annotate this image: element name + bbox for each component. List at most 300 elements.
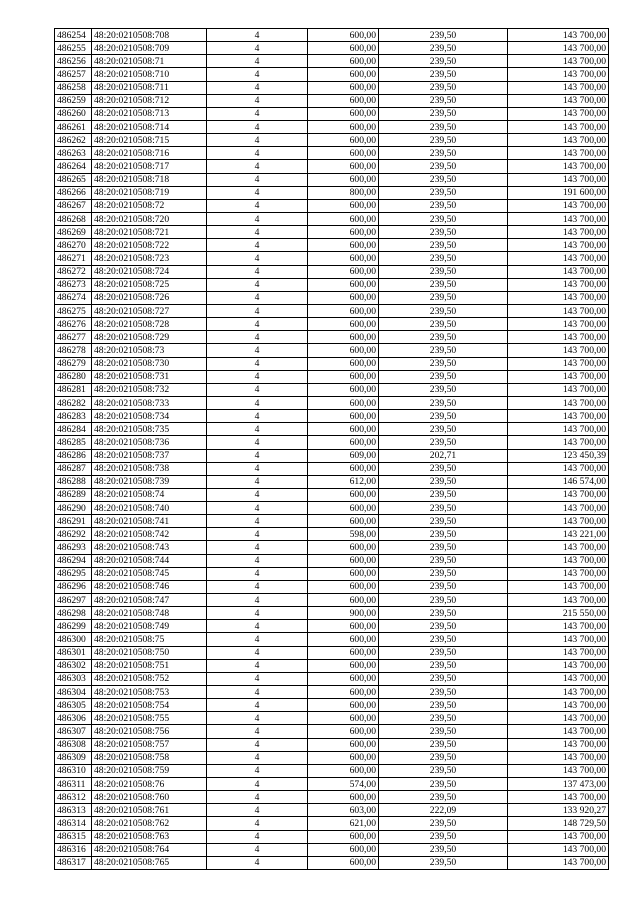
row-number-cell: 486295 [55, 567, 92, 580]
area-value-cell: 600,00 [308, 173, 379, 186]
cadastral-number-cell: 48:20:0210508:712 [92, 94, 207, 107]
specific-value-cell: 239,50 [379, 383, 508, 396]
table-row [55, 659, 609, 672]
area-value-cell: 600,00 [308, 764, 379, 777]
table-row [55, 160, 609, 173]
cadastral-number-cell: 48:20:0210508:76 [92, 778, 207, 791]
cadastral-number-cell: 48:20:0210508:725 [92, 278, 207, 291]
category-code-cell: 4 [207, 81, 308, 94]
cadastral-number-cell: 48:20:0210508:739 [92, 475, 207, 488]
category-code-cell: 4 [207, 134, 308, 147]
category-code-cell: 4 [207, 515, 308, 528]
category-code-cell: 4 [207, 580, 308, 593]
row-number-cell: 486289 [55, 488, 92, 501]
table-row [55, 344, 609, 357]
specific-value-cell: 239,50 [379, 331, 508, 344]
area-value-cell: 600,00 [308, 68, 379, 81]
row-number-cell: 486260 [55, 107, 92, 120]
table-row [55, 29, 609, 42]
cadastral-value-cell: 143 700,00 [508, 686, 609, 699]
specific-value-cell: 239,50 [379, 633, 508, 646]
row-number-cell: 486299 [55, 620, 92, 633]
cadastral-number-cell: 48:20:0210508:757 [92, 738, 207, 751]
row-number-cell: 486283 [55, 410, 92, 423]
area-value-cell: 600,00 [308, 646, 379, 659]
cadastral-number-cell: 48:20:0210508:734 [92, 410, 207, 423]
specific-value-cell: 239,50 [379, 659, 508, 672]
area-value-cell: 600,00 [308, 541, 379, 554]
cadastral-value-cell: 143 700,00 [508, 646, 609, 659]
area-value-cell: 600,00 [308, 370, 379, 383]
cadastral-value-cell: 143 700,00 [508, 134, 609, 147]
row-number-cell: 486263 [55, 147, 92, 160]
row-number-cell: 486256 [55, 55, 92, 68]
table-row [55, 778, 609, 791]
row-number-cell: 486258 [55, 81, 92, 94]
specific-value-cell: 239,50 [379, 699, 508, 712]
category-code-cell: 4 [207, 502, 308, 515]
area-value-cell: 612,00 [308, 475, 379, 488]
specific-value-cell: 239,50 [379, 120, 508, 133]
area-value-cell: 600,00 [308, 554, 379, 567]
category-code-cell: 4 [207, 541, 308, 554]
table-row [55, 265, 609, 278]
table-row [55, 856, 609, 869]
category-code-cell: 4 [207, 436, 308, 449]
area-value-cell: 600,00 [308, 29, 379, 42]
specific-value-cell: 239,50 [379, 856, 508, 869]
cadastral-number-cell: 48:20:0210508:753 [92, 686, 207, 699]
cadastral-number-cell: 48:20:0210508:747 [92, 594, 207, 607]
category-code-cell: 4 [207, 554, 308, 567]
category-code-cell: 4 [207, 423, 308, 436]
area-value-cell: 600,00 [308, 410, 379, 423]
cadastral-value-cell: 143 700,00 [508, 396, 609, 409]
table-row [55, 134, 609, 147]
cadastral-number-cell: 48:20:0210508:714 [92, 120, 207, 133]
table-row [55, 147, 609, 160]
cadastral-value-cell: 143 700,00 [508, 620, 609, 633]
table-row [55, 764, 609, 777]
cadastral-value-cell: 143 700,00 [508, 226, 609, 239]
cadastral-value-cell: 143 700,00 [508, 515, 609, 528]
category-code-cell: 4 [207, 29, 308, 42]
category-code-cell: 4 [207, 488, 308, 501]
area-value-cell: 603,00 [308, 804, 379, 817]
specific-value-cell: 202,71 [379, 449, 508, 462]
table-row [55, 68, 609, 81]
specific-value-cell: 239,50 [379, 278, 508, 291]
row-number-cell: 486265 [55, 173, 92, 186]
area-value-cell: 600,00 [308, 567, 379, 580]
area-value-cell: 600,00 [308, 147, 379, 160]
cadastral-number-cell: 48:20:0210508:763 [92, 830, 207, 843]
cadastral-number-cell: 48:20:0210508:710 [92, 68, 207, 81]
category-code-cell: 4 [207, 778, 308, 791]
table-row [55, 396, 609, 409]
category-code-cell: 4 [207, 304, 308, 317]
specific-value-cell: 239,50 [379, 357, 508, 370]
cadastral-number-cell: 48:20:0210508:74 [92, 488, 207, 501]
category-code-cell: 4 [207, 686, 308, 699]
table-row [55, 436, 609, 449]
area-value-cell: 600,00 [308, 318, 379, 331]
cadastral-number-cell: 48:20:0210508:760 [92, 791, 207, 804]
area-value-cell: 600,00 [308, 699, 379, 712]
specific-value-cell: 239,50 [379, 672, 508, 685]
table-row [55, 55, 609, 68]
table-row [55, 107, 609, 120]
area-value-cell: 800,00 [308, 186, 379, 199]
category-code-cell: 4 [207, 738, 308, 751]
area-value-cell: 600,00 [308, 738, 379, 751]
cadastral-value-cell: 143 700,00 [508, 68, 609, 81]
row-number-cell: 486291 [55, 515, 92, 528]
area-value-cell: 600,00 [308, 502, 379, 515]
area-value-cell: 600,00 [308, 594, 379, 607]
row-number-cell: 486269 [55, 226, 92, 239]
specific-value-cell: 239,50 [379, 252, 508, 265]
category-code-cell: 4 [207, 633, 308, 646]
cadastral-value-cell: 143 700,00 [508, 699, 609, 712]
specific-value-cell: 239,50 [379, 81, 508, 94]
row-number-cell: 486292 [55, 528, 92, 541]
cadastral-number-cell: 48:20:0210508:736 [92, 436, 207, 449]
cadastral-number-cell: 48:20:0210508:748 [92, 607, 207, 620]
cadastral-number-cell: 48:20:0210508:756 [92, 725, 207, 738]
category-code-cell: 4 [207, 291, 308, 304]
cadastral-value-cell: 143 700,00 [508, 436, 609, 449]
cadastral-value-cell: 143 700,00 [508, 212, 609, 225]
specific-value-cell: 239,50 [379, 817, 508, 830]
category-code-cell: 4 [207, 239, 308, 252]
row-number-cell: 486308 [55, 738, 92, 751]
row-number-cell: 486294 [55, 554, 92, 567]
row-number-cell: 486314 [55, 817, 92, 830]
table-row [55, 686, 609, 699]
cadastral-number-cell: 48:20:0210508:711 [92, 81, 207, 94]
category-code-cell: 4 [207, 712, 308, 725]
cadastral-value-cell: 143 700,00 [508, 567, 609, 580]
area-value-cell: 600,00 [308, 659, 379, 672]
table-row [55, 633, 609, 646]
area-value-cell: 600,00 [308, 462, 379, 475]
row-number-cell: 486287 [55, 462, 92, 475]
cadastral-value-cell: 143 700,00 [508, 712, 609, 725]
specific-value-cell: 239,50 [379, 541, 508, 554]
cadastral-value-cell: 143 700,00 [508, 107, 609, 120]
row-number-cell: 486284 [55, 423, 92, 436]
cadastral-value-cell: 143 700,00 [508, 672, 609, 685]
category-code-cell: 4 [207, 751, 308, 764]
specific-value-cell: 239,50 [379, 462, 508, 475]
cadastral-number-cell: 48:20:0210508:730 [92, 357, 207, 370]
cadastral-value-cell: 143 700,00 [508, 764, 609, 777]
category-code-cell: 4 [207, 370, 308, 383]
specific-value-cell: 239,50 [379, 686, 508, 699]
category-code-cell: 4 [207, 331, 308, 344]
area-value-cell: 600,00 [308, 580, 379, 593]
cadastral-number-cell: 48:20:0210508:738 [92, 462, 207, 475]
specific-value-cell: 239,50 [379, 580, 508, 593]
category-code-cell: 4 [207, 672, 308, 685]
cadastral-value-cell: 143 700,00 [508, 554, 609, 567]
specific-value-cell: 239,50 [379, 212, 508, 225]
specific-value-cell: 239,50 [379, 778, 508, 791]
row-number-cell: 486309 [55, 751, 92, 764]
area-value-cell: 600,00 [308, 199, 379, 212]
row-number-cell: 486255 [55, 42, 92, 55]
row-number-cell: 486290 [55, 502, 92, 515]
cadastral-number-cell: 48:20:0210508:717 [92, 160, 207, 173]
area-value-cell: 600,00 [308, 830, 379, 843]
specific-value-cell: 239,50 [379, 607, 508, 620]
row-number-cell: 486301 [55, 646, 92, 659]
row-number-cell: 486268 [55, 212, 92, 225]
category-code-cell: 4 [207, 830, 308, 843]
row-number-cell: 486285 [55, 436, 92, 449]
cadastral-number-cell: 48:20:0210508:759 [92, 764, 207, 777]
table-row [55, 94, 609, 107]
specific-value-cell: 239,50 [379, 396, 508, 409]
category-code-cell: 4 [207, 344, 308, 357]
table-row [55, 580, 609, 593]
specific-value-cell: 239,50 [379, 738, 508, 751]
table-row [55, 383, 609, 396]
row-number-cell: 486272 [55, 265, 92, 278]
cadastral-number-cell: 48:20:0210508:741 [92, 515, 207, 528]
table-row [55, 475, 609, 488]
specific-value-cell: 239,50 [379, 370, 508, 383]
cadastral-value-cell: 143 700,00 [508, 252, 609, 265]
specific-value-cell: 239,50 [379, 199, 508, 212]
specific-value-cell: 239,50 [379, 147, 508, 160]
area-value-cell: 600,00 [308, 291, 379, 304]
table-body [55, 29, 609, 870]
table-row [55, 331, 609, 344]
cadastral-value-cell: 143 700,00 [508, 659, 609, 672]
category-code-cell: 4 [207, 699, 308, 712]
cadastral-number-cell: 48:20:0210508:718 [92, 173, 207, 186]
row-number-cell: 486254 [55, 29, 92, 42]
area-value-cell: 600,00 [308, 42, 379, 55]
cadastral-value-cell: 143 700,00 [508, 370, 609, 383]
category-code-cell: 4 [207, 607, 308, 620]
specific-value-cell: 239,50 [379, 265, 508, 278]
row-number-cell: 486298 [55, 607, 92, 620]
table-row [55, 488, 609, 501]
cadastral-value-cell: 143 700,00 [508, 42, 609, 55]
specific-value-cell: 239,50 [379, 843, 508, 856]
area-value-cell: 600,00 [308, 672, 379, 685]
area-value-cell: 600,00 [308, 212, 379, 225]
category-code-cell: 4 [207, 147, 308, 160]
cadastral-value-cell: 148 729,50 [508, 817, 609, 830]
specific-value-cell: 239,50 [379, 515, 508, 528]
category-code-cell: 4 [207, 160, 308, 173]
area-value-cell: 600,00 [308, 423, 379, 436]
specific-value-cell: 239,50 [379, 620, 508, 633]
cadastral-number-cell: 48:20:0210508:765 [92, 856, 207, 869]
row-number-cell: 486286 [55, 449, 92, 462]
cadastral-number-cell: 48:20:0210508:752 [92, 672, 207, 685]
table-row [55, 594, 609, 607]
cadastral-value-cell: 143 700,00 [508, 594, 609, 607]
cadastral-number-cell: 48:20:0210508:731 [92, 370, 207, 383]
table-row [55, 81, 609, 94]
cadastral-value-cell: 146 574,00 [508, 475, 609, 488]
cadastral-value-cell: 143 700,00 [508, 318, 609, 331]
area-value-cell: 609,00 [308, 449, 379, 462]
specific-value-cell: 239,50 [379, 107, 508, 120]
cadastral-value-cell: 143 700,00 [508, 751, 609, 764]
category-code-cell: 4 [207, 107, 308, 120]
table-row [55, 817, 609, 830]
row-number-cell: 486288 [55, 475, 92, 488]
cadastral-value-cell: 143 700,00 [508, 344, 609, 357]
cadastral-number-cell: 48:20:0210508:709 [92, 42, 207, 55]
category-code-cell: 4 [207, 646, 308, 659]
cadastral-value-cell: 143 700,00 [508, 502, 609, 515]
area-value-cell: 600,00 [308, 107, 379, 120]
cadastral-number-cell: 48:20:0210508:728 [92, 318, 207, 331]
table-row [55, 607, 609, 620]
table-row [55, 318, 609, 331]
category-code-cell: 4 [207, 42, 308, 55]
row-number-cell: 486280 [55, 370, 92, 383]
category-code-cell: 4 [207, 226, 308, 239]
category-code-cell: 4 [207, 475, 308, 488]
row-number-cell: 486281 [55, 383, 92, 396]
category-code-cell: 4 [207, 396, 308, 409]
area-value-cell: 600,00 [308, 633, 379, 646]
cadastral-value-cell: 143 700,00 [508, 383, 609, 396]
category-code-cell: 4 [207, 528, 308, 541]
cadastral-number-cell: 48:20:0210508:740 [92, 502, 207, 515]
area-value-cell: 600,00 [308, 488, 379, 501]
cadastral-number-cell: 48:20:0210508:73 [92, 344, 207, 357]
cadastral-number-cell: 48:20:0210508:723 [92, 252, 207, 265]
area-value-cell: 600,00 [308, 357, 379, 370]
table-row [55, 646, 609, 659]
cadastral-value-cell: 143 700,00 [508, 357, 609, 370]
category-code-cell: 4 [207, 68, 308, 81]
category-code-cell: 4 [207, 594, 308, 607]
category-code-cell: 4 [207, 278, 308, 291]
table-row [55, 357, 609, 370]
specific-value-cell: 239,50 [379, 488, 508, 501]
area-value-cell: 600,00 [308, 331, 379, 344]
cadastral-value-cell: 143 700,00 [508, 55, 609, 68]
specific-value-cell: 239,50 [379, 291, 508, 304]
cadastral-value-cell: 143 700,00 [508, 278, 609, 291]
area-value-cell: 600,00 [308, 252, 379, 265]
row-number-cell: 486312 [55, 791, 92, 804]
cadastral-number-cell: 48:20:0210508:72 [92, 199, 207, 212]
row-number-cell: 486300 [55, 633, 92, 646]
row-number-cell: 486278 [55, 344, 92, 357]
cadastral-number-cell: 48:20:0210508:749 [92, 620, 207, 633]
table-row [55, 410, 609, 423]
specific-value-cell: 239,50 [379, 160, 508, 173]
cadastral-value-cell: 143 700,00 [508, 488, 609, 501]
cadastral-value-cell: 143 221,00 [508, 528, 609, 541]
row-number-cell: 486310 [55, 764, 92, 777]
area-value-cell: 600,00 [308, 843, 379, 856]
specific-value-cell: 239,50 [379, 528, 508, 541]
specific-value-cell: 239,50 [379, 94, 508, 107]
specific-value-cell: 239,50 [379, 42, 508, 55]
table-row [55, 423, 609, 436]
category-code-cell: 4 [207, 55, 308, 68]
table-row [55, 186, 609, 199]
row-number-cell: 486264 [55, 160, 92, 173]
table-row [55, 370, 609, 383]
cadastral-value-cell: 123 450,39 [508, 449, 609, 462]
area-value-cell: 600,00 [308, 239, 379, 252]
table-row [55, 567, 609, 580]
area-value-cell: 600,00 [308, 686, 379, 699]
category-code-cell: 4 [207, 199, 308, 212]
row-number-cell: 486303 [55, 672, 92, 685]
cadastral-number-cell: 48:20:0210508:720 [92, 212, 207, 225]
cadastral-number-cell: 48:20:0210508:755 [92, 712, 207, 725]
specific-value-cell: 239,50 [379, 239, 508, 252]
cadastral-value-cell: 143 700,00 [508, 81, 609, 94]
area-value-cell: 600,00 [308, 94, 379, 107]
table-row [55, 239, 609, 252]
table-row [55, 226, 609, 239]
cadastral-value-cell: 143 700,00 [508, 29, 609, 42]
cadastral-number-cell: 48:20:0210508:727 [92, 304, 207, 317]
row-number-cell: 486313 [55, 804, 92, 817]
cadastral-value-cell: 143 700,00 [508, 199, 609, 212]
cadastral-number-cell: 48:20:0210508:708 [92, 29, 207, 42]
row-number-cell: 486270 [55, 239, 92, 252]
table-row [55, 554, 609, 567]
specific-value-cell: 239,50 [379, 29, 508, 42]
row-number-cell: 486277 [55, 331, 92, 344]
area-value-cell: 600,00 [308, 396, 379, 409]
table-row [55, 830, 609, 843]
specific-value-cell: 239,50 [379, 344, 508, 357]
table-row [55, 791, 609, 804]
cadastral-value-cell: 191 600,00 [508, 186, 609, 199]
specific-value-cell: 239,50 [379, 304, 508, 317]
cadastral-number-cell: 48:20:0210508:71 [92, 55, 207, 68]
cadastral-number-cell: 48:20:0210508:762 [92, 817, 207, 830]
table-row [55, 804, 609, 817]
row-number-cell: 486271 [55, 252, 92, 265]
cadastral-value-cell: 143 700,00 [508, 462, 609, 475]
cadastral-value-cell: 143 700,00 [508, 239, 609, 252]
cadastral-number-cell: 48:20:0210508:750 [92, 646, 207, 659]
category-code-cell: 4 [207, 94, 308, 107]
area-value-cell: 600,00 [308, 791, 379, 804]
cadastral-number-cell: 48:20:0210508:746 [92, 580, 207, 593]
specific-value-cell: 239,50 [379, 594, 508, 607]
row-number-cell: 486267 [55, 199, 92, 212]
cadastral-number-cell: 48:20:0210508:726 [92, 291, 207, 304]
table-row [55, 528, 609, 541]
cadastral-value-cell: 143 700,00 [508, 410, 609, 423]
specific-value-cell: 239,50 [379, 712, 508, 725]
cadastral-number-cell: 48:20:0210508:764 [92, 843, 207, 856]
table-row [55, 173, 609, 186]
specific-value-cell: 239,50 [379, 173, 508, 186]
cadastral-value-cell: 215 550,00 [508, 607, 609, 620]
cadastral-number-cell: 48:20:0210508:742 [92, 528, 207, 541]
